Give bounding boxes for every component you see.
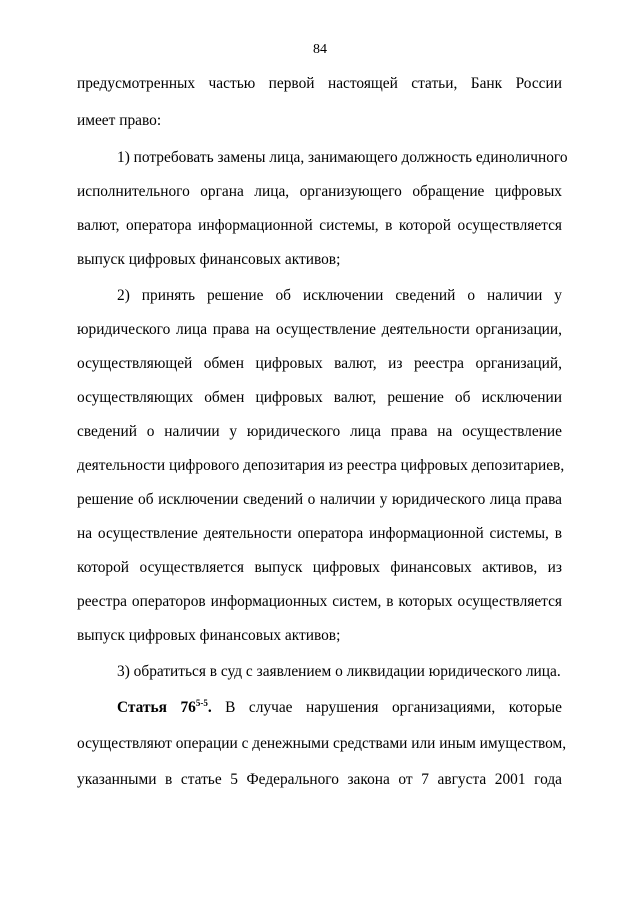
text-line: которой осуществляется выпуск цифровых финансовых активов, из [77, 559, 562, 576]
list-item-1-line: 1) потребовать замены лица, занимающего должность единоличного [117, 149, 568, 166]
text-line: имеет право: [77, 112, 162, 129]
text-line: выпуск цифровых финансовых активов; [77, 627, 341, 644]
article-label: Статья 76$^{5-5}$. [117, 697, 212, 716]
text-line: осуществляющих обмен цифровых валют, решение об исключении [77, 389, 562, 406]
text-line: указанными в статье 5 Федерального закона от 7 августа 2001 года [77, 771, 562, 788]
text-line: юридического лица права на осуществление деятельности организации, [77, 321, 562, 338]
text-line: на осуществление деятельности оператора информационной системы, в [77, 525, 562, 542]
text-line: предусмотренных частью первой настоящей статьи, Банк России [77, 75, 562, 92]
text-line: осуществляющей обмен цифровых валют, из реестра организаций, [77, 355, 562, 372]
text-line: сведений о наличии у юридического лица права на осуществление [77, 423, 562, 440]
text-line: решение об исключении сведений о наличии у юридического лица права [77, 491, 562, 508]
article-text: В случае нарушения организациями, которые [211, 699, 562, 716]
page-number: 84 [313, 42, 327, 57]
list-item-3-line: 3) обратиться в суд с заявлением о ликвидации юридического лица. [117, 663, 561, 680]
text-line: выпуск цифровых финансовых активов; [77, 251, 341, 268]
text-line: реестра операторов информационных систем, в которых осуществляется [77, 593, 562, 610]
article-superscript: 5-5 [195, 697, 208, 708]
text-line: исполнительного органа лица, организующего обращение цифровых [77, 183, 562, 200]
text-line: осуществляют операции с денежными средствами или иным имуществом, [77, 735, 567, 752]
text-line: валют, оператора информационной системы, в которой осуществляется [77, 217, 562, 234]
text-line: деятельности цифрового депозитария из реестра цифровых депозитариев, [77, 457, 565, 474]
article-heading-line [117, 699, 562, 717]
list-item-2-line: 2) принять решение об исключении сведений о наличии у [117, 287, 562, 304]
